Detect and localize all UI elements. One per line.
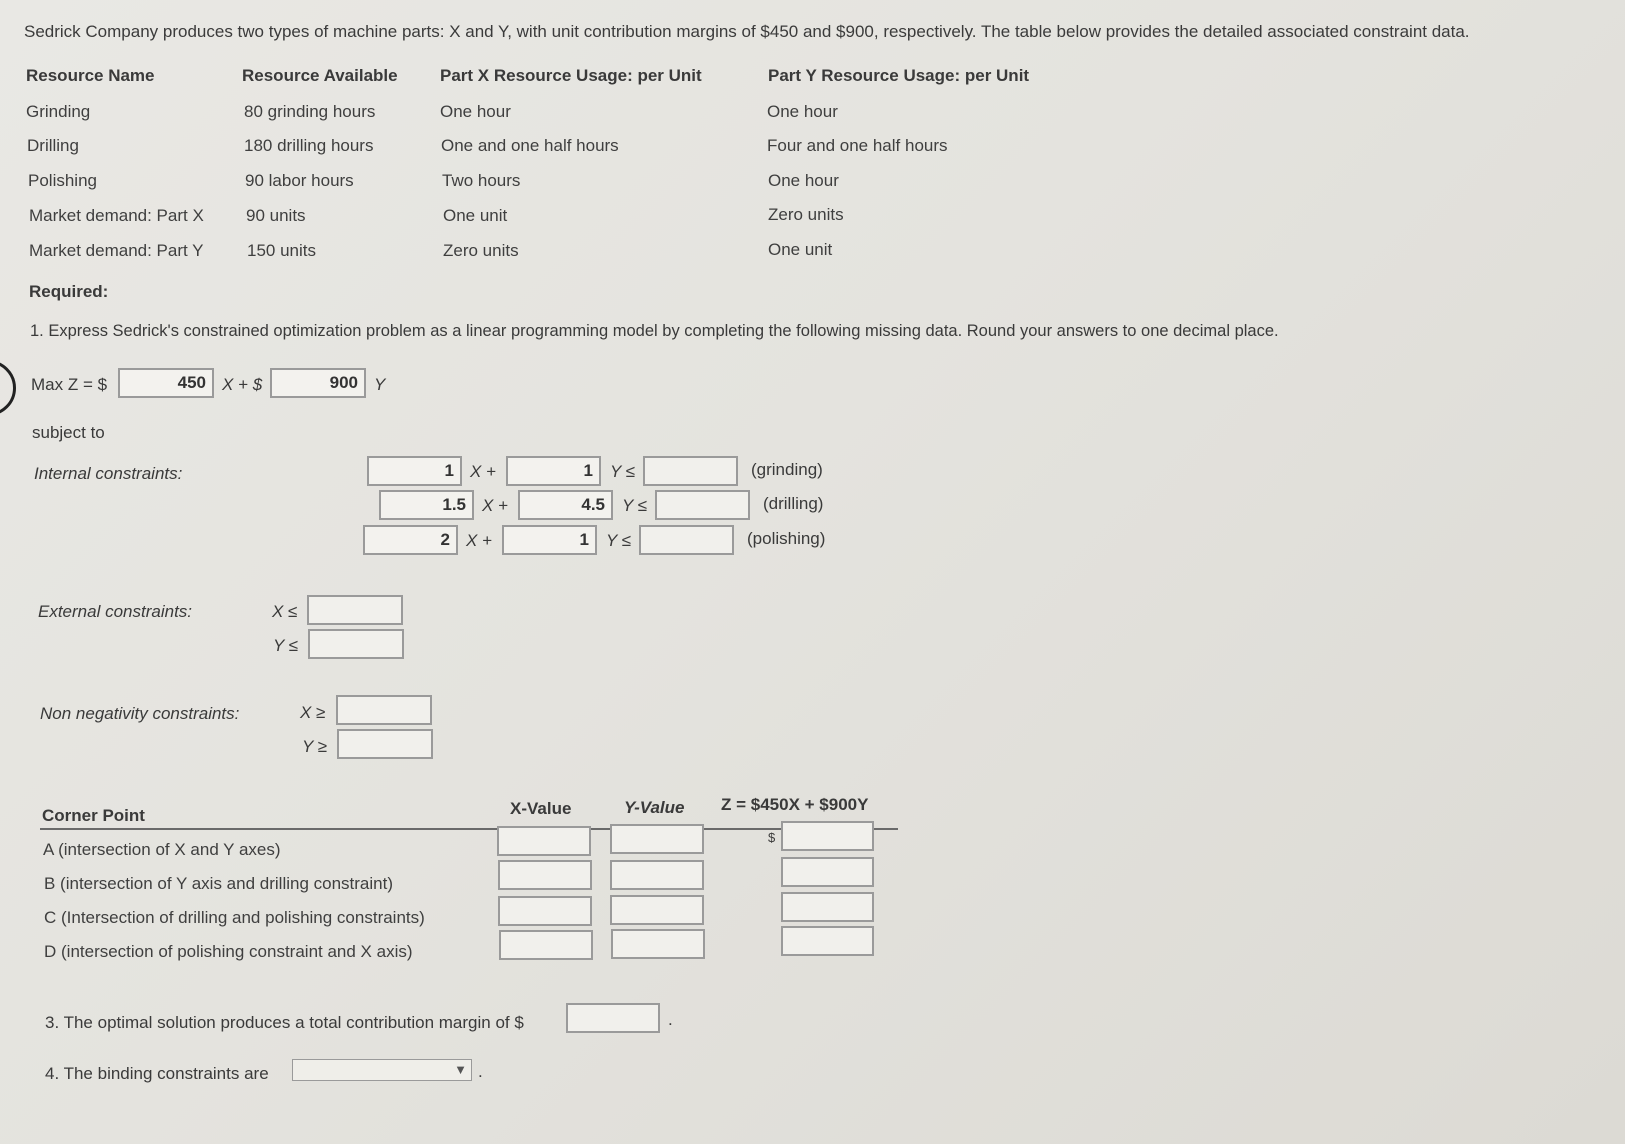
- corner-header-point: Corner Point: [42, 806, 145, 825]
- objective-x-coef-input[interactable]: 450: [118, 368, 214, 398]
- table-cell: Polishing: [28, 171, 97, 190]
- corner-c-x-input[interactable]: [498, 896, 592, 926]
- subject-to-label: subject to: [32, 423, 105, 442]
- objective-y-coef-input[interactable]: 900: [270, 368, 366, 398]
- question-1: 1. Express Sedrick's constrained optimization problem as a linear programming model by completing the following missing data. Round your answers to one decimal place.: [30, 322, 1279, 340]
- nonneg-x-input[interactable]: [336, 695, 432, 725]
- corner-c-y-input[interactable]: [610, 895, 704, 925]
- table-cell: One hour: [440, 102, 511, 121]
- table-cell: Market demand: Part Y: [29, 241, 204, 260]
- table-cell: 180 drilling hours: [244, 136, 374, 155]
- objective-mid: X + $: [222, 375, 263, 394]
- corner-d-y-input[interactable]: [611, 929, 705, 959]
- grinding-y-coef-input[interactable]: 1: [506, 456, 601, 486]
- corner-b-x-input[interactable]: [498, 860, 592, 890]
- corner-dollar-sign: $: [768, 830, 776, 845]
- polishing-label: (polishing): [747, 529, 826, 548]
- annotation-circle: [0, 360, 16, 416]
- grinding-x-coef-input[interactable]: 1: [367, 456, 462, 486]
- corner-a-y-input[interactable]: [610, 824, 704, 854]
- q4-period: .: [478, 1062, 483, 1081]
- problem-intro: Sedrick Company produces two types of machine parts: X and Y, with unit contribution margins of $450 and $900, respectively. The table below provides the detailed associated constraint data.: [24, 22, 1470, 41]
- corner-d-x-input[interactable]: [499, 930, 593, 960]
- table-cell: Zero units: [768, 205, 844, 224]
- table-cell: 90 labor hours: [245, 171, 354, 190]
- table-cell: One hour: [767, 102, 838, 121]
- table-cell: 150 units: [247, 241, 316, 260]
- table-header-available: Resource Available: [242, 66, 398, 85]
- table-header-resource: Resource Name: [26, 66, 155, 85]
- required-heading: Required:: [29, 282, 109, 301]
- table-cell: One hour: [768, 171, 839, 190]
- table-cell: Grinding: [26, 102, 91, 121]
- corner-d-z-input[interactable]: [781, 926, 874, 956]
- corner-a-x-input[interactable]: [497, 826, 591, 856]
- nonneg-y-input[interactable]: [337, 729, 433, 759]
- polishing-x-coef-input[interactable]: 2: [363, 525, 458, 555]
- table-header-x-usage: Part X Resource Usage: per Unit: [440, 66, 702, 85]
- q3-period: .: [668, 1010, 673, 1029]
- grinding-label: (grinding): [751, 460, 823, 479]
- internal-constraints-label: Internal constraints:: [34, 464, 183, 483]
- op-y-leq: Y ≤: [622, 496, 648, 515]
- polishing-rhs-input[interactable]: [639, 525, 734, 555]
- drilling-rhs-input[interactable]: [655, 490, 750, 520]
- table-header-y-usage: Part Y Resource Usage: per Unit: [768, 66, 1030, 85]
- drilling-x-coef-input[interactable]: 1.5: [379, 490, 474, 520]
- table-cell: One and one half hours: [441, 136, 619, 155]
- corner-b-y-input[interactable]: [610, 860, 704, 890]
- corner-row-label: A (intersection of X and Y axes): [43, 840, 281, 859]
- table-cell: 90 units: [246, 206, 306, 225]
- table-cell: Zero units: [443, 241, 519, 260]
- external-y-rhs-input[interactable]: [308, 629, 404, 659]
- external-x-rhs-input[interactable]: [307, 595, 403, 625]
- corner-header-y: Y-Value: [624, 798, 685, 817]
- table-cell: Drilling: [27, 136, 79, 155]
- table-cell: Market demand: Part X: [29, 206, 204, 225]
- corner-c-z-input[interactable]: [781, 892, 874, 922]
- objective-suffix: Y: [374, 375, 386, 394]
- op-x-plus: X +: [482, 496, 508, 515]
- corner-header-x: X-Value: [510, 799, 572, 818]
- op-y-leq: Y ≤: [273, 636, 299, 655]
- op-y-geq: Y ≥: [302, 737, 328, 756]
- corner-header-z: Z = $450X + $900Y: [721, 795, 869, 814]
- corner-row-label: B (intersection of Y axis and drilling constraint): [44, 874, 393, 893]
- table-cell: One unit: [768, 240, 833, 259]
- question-3: 3. The optimal solution produces a total contribution margin of $: [45, 1013, 524, 1032]
- chevron-down-icon: ▼: [454, 1062, 467, 1077]
- table-cell: 80 grinding hours: [244, 102, 376, 121]
- op-y-leq: Y ≤: [610, 462, 636, 481]
- table-cell: Two hours: [442, 171, 521, 190]
- drilling-label: (drilling): [763, 494, 824, 513]
- table-cell: One unit: [443, 206, 508, 225]
- external-constraints-label: External constraints:: [38, 602, 193, 621]
- binding-constraints-select[interactable]: [292, 1059, 472, 1081]
- op-x-geq: X ≥: [300, 703, 326, 722]
- op-x-leq: X ≤: [272, 602, 298, 621]
- drilling-y-coef-input[interactable]: 4.5: [518, 490, 613, 520]
- table-cell: Four and one half hours: [767, 136, 948, 155]
- grinding-rhs-input[interactable]: [643, 456, 738, 486]
- question-4: 4. The binding constraints are: [45, 1064, 269, 1083]
- objective-prefix: Max Z = $: [31, 375, 108, 394]
- corner-a-z-input[interactable]: [781, 821, 874, 851]
- op-x-plus: X +: [470, 462, 496, 481]
- op-y-leq: Y ≤: [606, 531, 632, 550]
- op-x-plus: X +: [466, 531, 492, 550]
- corner-row-label: C (Intersection of drilling and polishing constraints): [44, 908, 425, 927]
- corner-b-z-input[interactable]: [781, 857, 874, 887]
- nonneg-constraints-label: Non negativity constraints:: [40, 704, 240, 723]
- corner-row-label: D (intersection of polishing constraint and X axis): [44, 942, 413, 961]
- polishing-y-coef-input[interactable]: 1: [502, 525, 597, 555]
- total-contribution-input[interactable]: [566, 1003, 660, 1033]
